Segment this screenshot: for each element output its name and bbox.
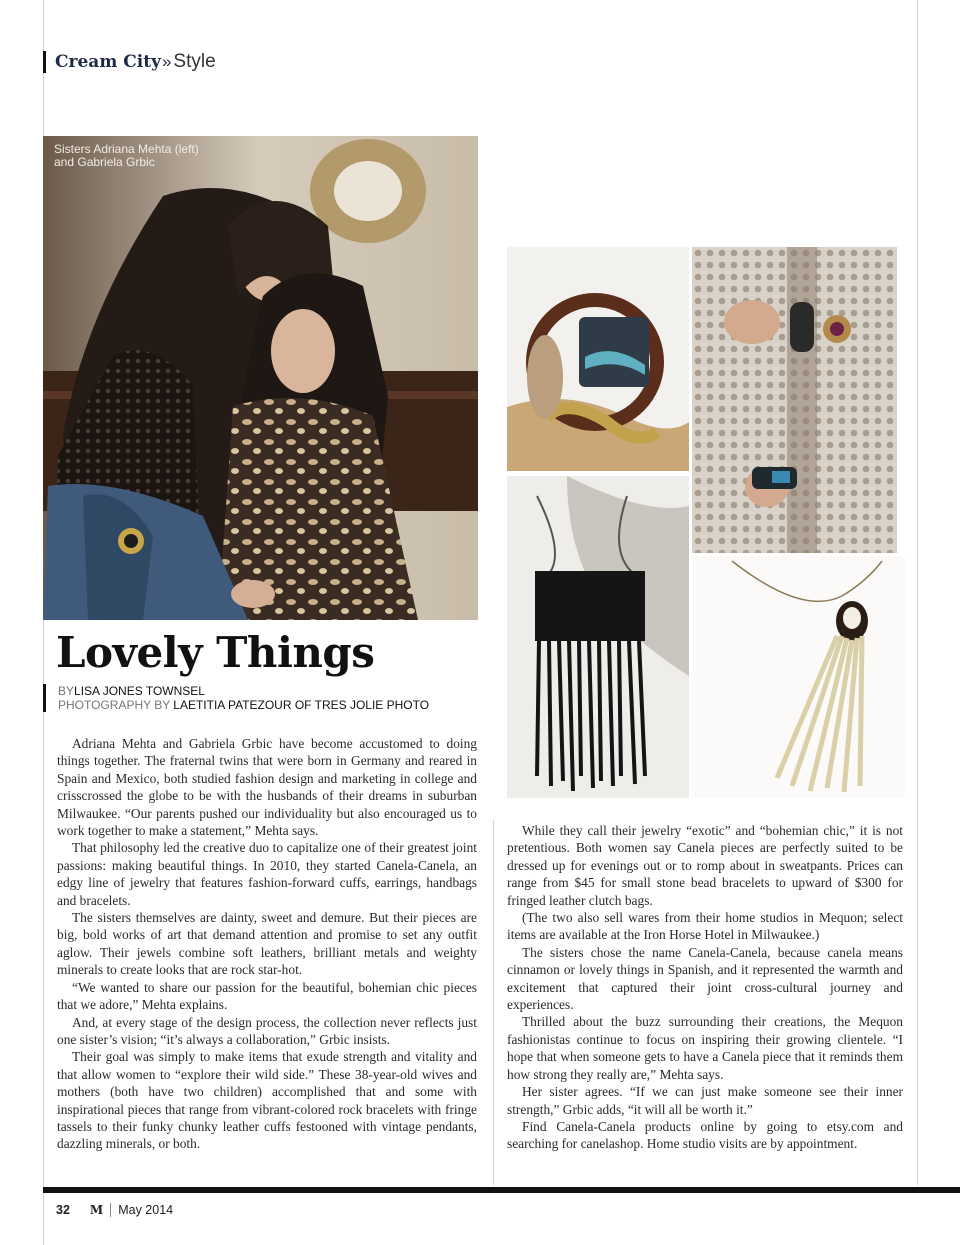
byline xyxy=(58,684,429,698)
page-number: 32 xyxy=(56,1203,70,1217)
page-footer xyxy=(56,1203,173,1217)
photo-credit-name: LAETITIA PATEZOUR OF TRES JOLIE PHOTO xyxy=(173,698,430,712)
byline-label: BY xyxy=(58,684,75,698)
body-paragraph: Find Canela-Canela products online by going to etsy.com and searching for canelashop. Home studio visits are by appointment. xyxy=(507,1118,903,1152)
article-title: Lovely Things xyxy=(56,628,375,677)
pendant-necklace-photo xyxy=(692,556,905,798)
hero-photo xyxy=(43,136,478,620)
credits-block xyxy=(43,684,429,712)
body-paragraph: The sisters themselves are dainty, sweet and demure. But their pieces are big, bold works of art that demand attention and promise to set any outfit aglow. Their jewels combine soft leathers, brilliant metals and weighty minerals to create looks that are rock star-hot. xyxy=(57,910,477,978)
section-header xyxy=(43,50,216,74)
section-chevron: » xyxy=(161,52,172,71)
body-paragraph: While they call their jewelry “exotic” and “bohemian chic,” it is not pretentious. Both women say Canela pieces are perfectly suited to be dressed up for evenings out or to romp about in sweatpants. Prices can range from $45 for small stone bead bracelets to upward of $300 for fringed leather clutch bags. xyxy=(507,823,903,908)
section-name: Style xyxy=(173,51,216,72)
body-paragraph: That philosophy led the creative duo to capitalize one of their greatest joint passions: making beautiful things. In 2010, they started Canela-Canela, an edgy line of jewelry that features fashion-forward cuffs, earrings, handbags and bracelets. xyxy=(57,840,477,908)
header-bar xyxy=(43,51,46,73)
caption-line-1: Sisters Adriana Mehta (left) xyxy=(54,142,199,156)
section-brand: Cream City xyxy=(55,52,161,72)
body-paragraph: Their goal was simply to make items that exude strength and vitality and that allow women to “explore their wild side.” These 38-year-old wives and mothers (both have two children) accomplished that and some with inspirational pieces that range from vibrant-colored rock bracelets with fringe tassels to their funky chunky leather cuffs festooned with vintage pendants, dazzling minerals, or both. xyxy=(57,1049,477,1152)
photo-credit xyxy=(58,698,429,712)
fringe-bag-photo xyxy=(507,476,689,798)
body-paragraph: The sisters chose the name Canela-Canela, because canela means cinnamon or lovely things in Spanish, and it represented the warmth and excitement that captured their joint cross-cultural journey and experiences. xyxy=(507,944,903,1013)
cardigan-photo xyxy=(692,247,897,553)
column-divider xyxy=(493,820,494,1185)
right-margin-rule xyxy=(917,0,918,1185)
body-paragraph: Thrilled about the buzz surrounding their creations, the Mequon fashionistas continue to focus on inspiring their growing clientele. “I hope that when someone gets to have a Canela piece that it reminds them how strong they really are,” Mehta says. xyxy=(507,1014,903,1082)
article-body-right xyxy=(507,822,903,1153)
credits-bar xyxy=(43,684,46,712)
article-body-left xyxy=(57,735,477,1153)
footer-separator xyxy=(110,1203,111,1217)
magazine-logo: M xyxy=(89,1203,104,1217)
bracelets-photo xyxy=(507,247,689,471)
body-paragraph: Her sister agrees. “If we can just make someone see their inner strength,” Grbic adds, “it will all be worth it.” xyxy=(507,1084,903,1117)
body-paragraph: (The two also sell wares from their home studios in Mequon; select items are available at the Iron Horse Hotel in Milwaukee.) xyxy=(507,910,903,943)
footer-rule xyxy=(43,1187,960,1193)
body-paragraph: And, at every stage of the design process, the collection never reflects just one sister’s vision; “it’s always a collaboration,” Grbic insists. xyxy=(57,1014,477,1047)
photo-credit-label: PHOTOGRAPHY BY xyxy=(58,698,171,712)
body-paragraph: Adriana Mehta and Gabriela Grbic have become accustomed to doing things together. The fraternal twins that were born in Germany and reared in Spain and Mexico, both studied fashion design and marketing in college and crisscrossed the globe to be with the husbands of their dreams in suburban Milwaukee. “Our parents pushed our individuality but also encouraged us to work together to make a statement,” Mehta says. xyxy=(57,736,477,839)
issue-date: May 2014 xyxy=(118,1203,174,1217)
caption-line-2: and Gabriela Grbic xyxy=(54,155,155,169)
body-paragraph: “We wanted to share our passion for the beautiful, bohemian chic pieces that we adore,” Mehta explains. xyxy=(57,979,477,1013)
byline-name: LISA JONES TOWNSEL xyxy=(74,684,205,698)
photo-caption xyxy=(54,143,254,169)
